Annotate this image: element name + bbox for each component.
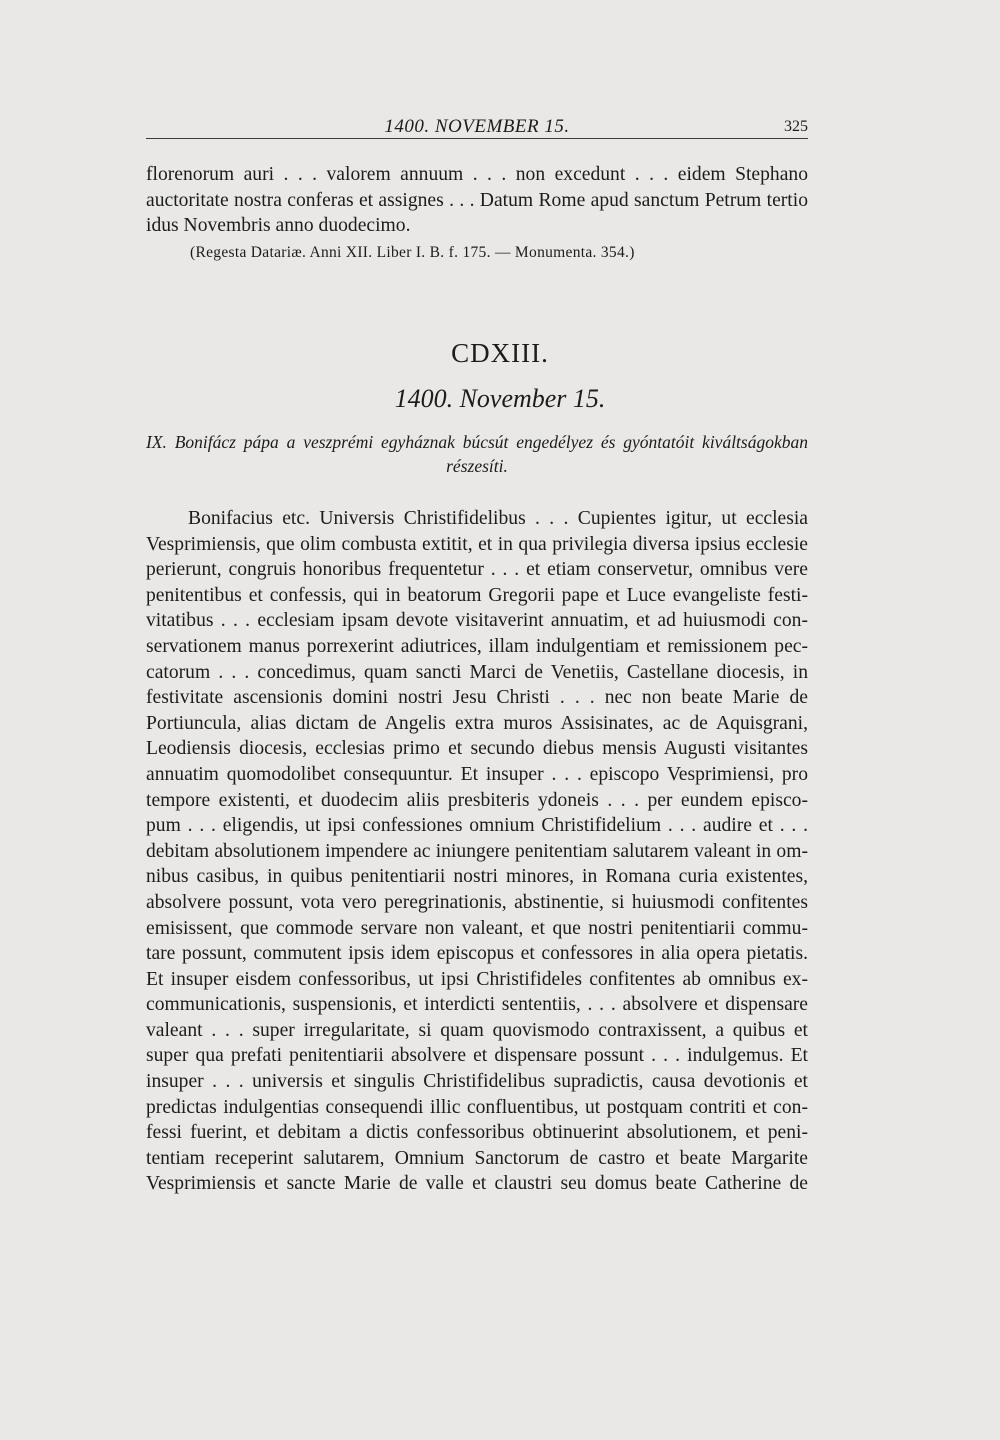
text-line: tentiam receperint salutarem, Omnium Sanctorum de castro et beate Margarite bbox=[146, 1147, 808, 1169]
text-line: penitentibus et confessis, qui in beatorum Gregorii pape et Luce evangeliste festi- bbox=[146, 584, 808, 606]
text-line: tare possunt, commutent ipsis idem episcopus et confessores in alia opera pietatis. bbox=[146, 943, 808, 965]
text-line: Vesprimiensis, que olim combusta extitit, et in qua privilegia diversa ipsius ecclesie bbox=[146, 533, 808, 555]
text-line: insuper . . . universis et singulis Christifidelibus supradictis, causa devotionis et bbox=[146, 1071, 808, 1093]
text-line: debitam absolutionem impendere ac iniungere penitentiam salutarem valeant in om- bbox=[146, 840, 808, 862]
text-line: servationem manus porrexerint adiutrices, illam indulgentiam et remissionem pec- bbox=[146, 635, 808, 657]
text-line: vitatibus . . . ecclesiam ipsam devote visitaverint annuatim, et ad huiusmodi con- bbox=[146, 610, 808, 632]
text-line: florenorum auri . . . valorem annuum . . . non excedunt . . . eidem Stephano bbox=[146, 164, 808, 185]
running-header bbox=[146, 114, 808, 139]
text-line: Vesprimiensis et sancte Marie de valle et claustri seu domus beate Catherine de bbox=[146, 1173, 808, 1195]
summary-line: részesíti. bbox=[446, 456, 508, 476]
document-date: 1400. November 15. bbox=[394, 384, 606, 413]
text-line: valeant . . . super irregularitate, si quam quovismodo contraxissent, a quibus et bbox=[146, 1019, 808, 1041]
document-summary bbox=[146, 430, 808, 478]
text-line: festivitate ascensionis domini nostri Jesu Christi . . . nec non beate Marie de bbox=[146, 687, 808, 709]
text-line: auctoritate nostra conferas et assignes . . . Datum Rome apud sanctum Petrum tertio bbox=[146, 189, 808, 211]
text-line: annuatim quomodolibet consequuntur. Et insuper . . . episcopo Vesprimiensi, pro bbox=[146, 763, 808, 785]
text-line: Portiuncula, alias dictam de Angelis extra muros Assisinates, ac de Aquisgrani, bbox=[146, 712, 808, 734]
text-line: tempore existenti, et duodecim aliis presbiteris ydoneis . . . per eundem episco- bbox=[146, 789, 808, 811]
text-line: emisissent, que commode servare non valeant, et que nostri penitentiarii commu- bbox=[146, 917, 808, 939]
source-citation: (Regesta Datariæ. Anni XII. Liber I. B. f. 175. — Monumenta. 354.) bbox=[190, 244, 635, 261]
document-number: CDXIII. bbox=[451, 338, 549, 368]
text-line: perierunt, congruis honoribus frequentetur . . . et etiam conservetur, omnibus vere bbox=[146, 559, 808, 581]
running-title: 1400. NOVEMBER 15. bbox=[384, 116, 570, 137]
text-line: super qua prefati penitentiarii absolvere et dispensare possunt . . . indulgemus. Et bbox=[146, 1045, 808, 1067]
text-line: idus Novembris anno duodecimo. bbox=[146, 215, 411, 237]
continuation-text bbox=[146, 162, 808, 239]
text-line: absolvere possunt, vota vero peregrinationis, abstinentie, si huiusmodi confitentes bbox=[146, 891, 808, 913]
text-line: communicationis, suspensionis, et interdicti sententiis, . . . absolvere et dispensare bbox=[146, 994, 808, 1016]
page-number: 325 bbox=[784, 118, 808, 135]
text-line: fessi fuerint, et debitam a dictis confessoribus obtinuerint absolutionem, et peni- bbox=[146, 1122, 808, 1144]
summary-line: IX. Bonifácz pápa a veszprémi egyháznak búcsút engedélyez és gyóntatóit kiváltságokban bbox=[146, 432, 808, 452]
document-body bbox=[146, 506, 808, 1197]
text-line: catorum . . . concedimus, quam sancti Marci de Venetiis, Castellane diocesis, in bbox=[146, 661, 808, 683]
text-line: predictas indulgentias consequendi illic confluentibus, ut postquam contriti et con- bbox=[146, 1096, 808, 1118]
text-line: nibus casibus, in quibus penitentiarii nostri minores, in Romana curia existentes, bbox=[146, 866, 808, 888]
text-line: Bonifacius etc. Universis Christifidelibus . . . Cupientes igitur, ut ecclesia bbox=[188, 508, 808, 529]
text-line: pum . . . eligendis, ut ipsi confessiones omnium Christifidelium . . . audire et . . . bbox=[146, 815, 808, 837]
text-line: Et insuper eisdem confessoribus, ut ipsi Christifideles confitentes ab omnibus ex- bbox=[146, 968, 808, 990]
text-line: Leodiensis diocesis, ecclesias primo et secundo diebus mensis Augusti visitantes bbox=[146, 738, 808, 760]
